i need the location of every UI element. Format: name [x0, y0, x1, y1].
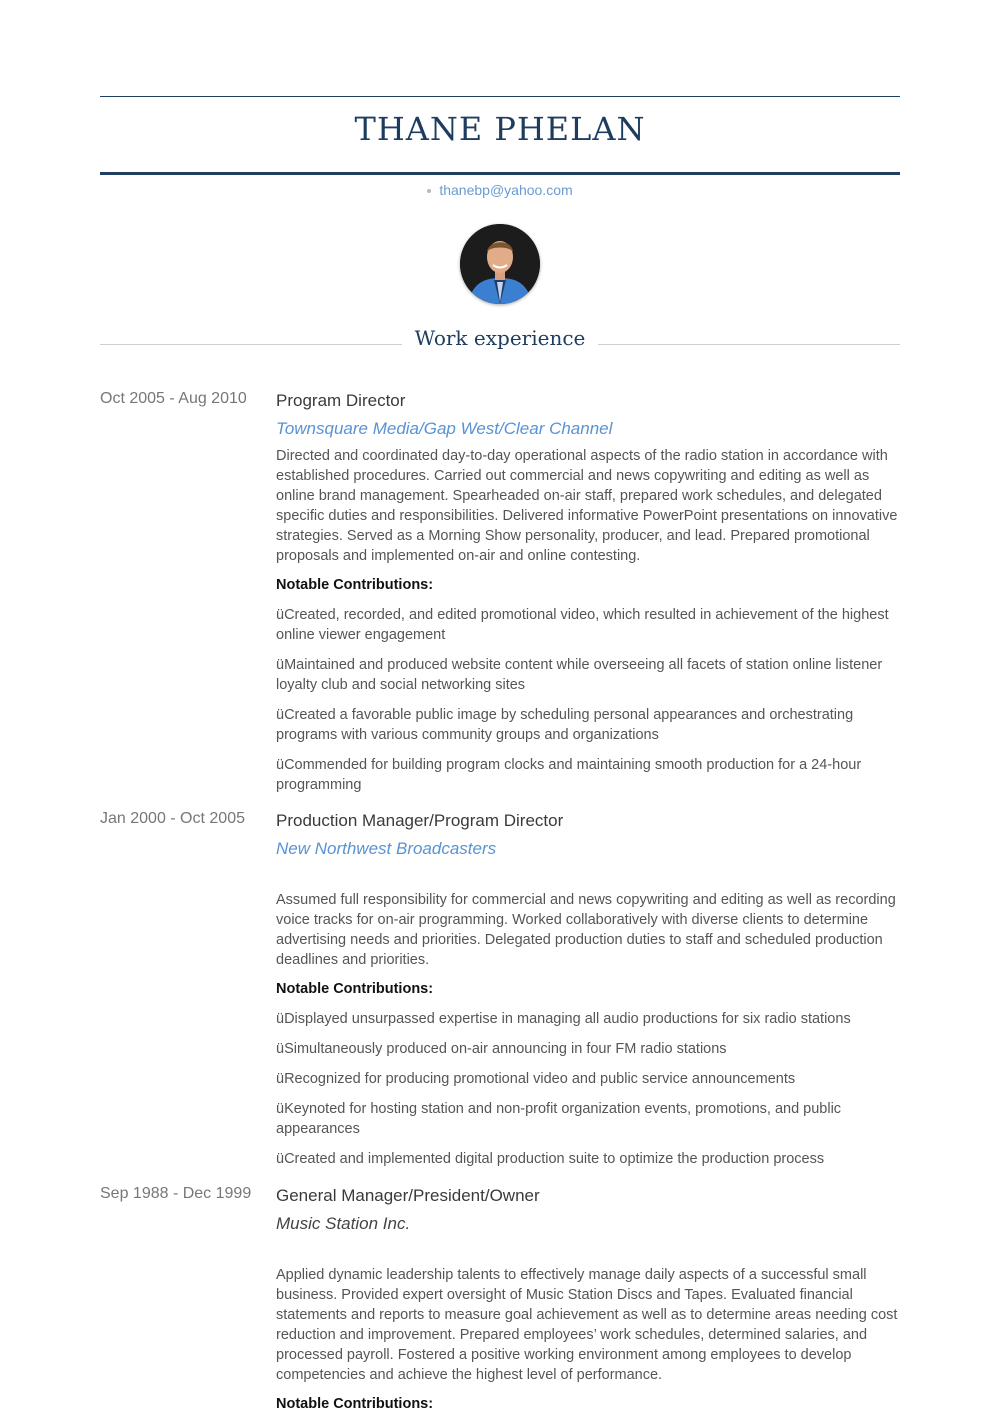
job-role: Program Director — [276, 391, 406, 410]
contribution-item: üMaintained and produced website content while overseeing all facets of station online listener loyalty club and social networking sites — [276, 657, 883, 693]
job-role: Production Manager/Program Director — [276, 811, 564, 830]
section-title: Work experience — [414, 326, 586, 350]
job-role: General Manager/President/Owner — [276, 1186, 540, 1205]
notable-contributions-label: Notable Contributions: — [276, 577, 434, 593]
company-link[interactable]: Townsquare Media/Gap West/Clear Channel — [276, 419, 613, 438]
contribution-item: üCreated, recorded, and edited promotional video, which resulted in achievement of the highest online viewer engagement — [276, 607, 889, 643]
email-link[interactable]: thanebp@yahoo.com — [439, 182, 573, 198]
notable-contributions-label: Notable Contributions: — [276, 1396, 434, 1412]
profile-photo — [460, 224, 540, 304]
job-dates: Oct 2005 - Aug 2010 — [100, 390, 247, 407]
job-content — [276, 390, 900, 795]
contribution-item: üSimultaneously produced on-air announcing in four FM radio stations — [276, 1041, 727, 1057]
job-description: Directed and coordinated day-to-day operational aspects of the radio station in accordance with established procedures. Carried out commercial and news copywriting and editing as well as online brand management. Spearheaded on-air staff, prepared work schedules, and delegated specific duties and responsibilities. Delivered informative PowerPoint presentations on innovative strategies. Served as a Morning Show personality, producer, and lead. Prepared promotional proposals and implemented on-air and online contesting. — [276, 448, 898, 564]
company-link[interactable]: New Northwest Broadcasters — [276, 839, 497, 858]
notable-contributions-label: Notable Contributions: — [276, 981, 434, 997]
contribution-item: üKeynoted for hosting station and non-profit organization events, promotions, and public appearances — [276, 1101, 842, 1137]
contribution-item: üDisplayed unsurpassed expertise in managing all audio productions for six radio stations — [276, 1011, 851, 1027]
job-content — [276, 810, 900, 1169]
work-experience-header — [100, 326, 900, 356]
contribution-item: üRecognized for producing promotional video and public service announcements — [276, 1071, 796, 1087]
job-content — [276, 1185, 900, 1414]
header-bottom-rule — [100, 172, 900, 175]
contribution-item: üCreated and implemented digital production suite to optimize the production process — [276, 1151, 825, 1167]
header-top-rule — [100, 96, 900, 97]
job-description: Assumed full responsibility for commercial and news copywriting and editing as well as recording voice tracks for on-air programming. Worked collaboratively with diverse clients to determine advertising needs and priorities. Delegated production duties to staff and scheduled production deadlines and priorities. — [276, 892, 896, 968]
bullet-dot-icon — [427, 189, 431, 193]
avatar — [460, 224, 540, 304]
job-dates: Jan 2000 - Oct 2005 — [100, 810, 245, 827]
contribution-item: üCreated a favorable public image by scheduling personal appearances and orchestrating programs with various community groups and organizations — [276, 707, 854, 743]
job-description: Applied dynamic leadership talents to effectively manage daily aspects of a successful small business. Provided expert oversight of Music Station Discs and Tapes. Evaluated financial statements and reports to measure goal achievement as well as to determine areas needing cost reduction and improvement. Prepared employees’ work schedules, determined salaries, and processed payroll. Fostered a positive working environment among employees to develop competencies and achieve the highest level of performance. — [276, 1267, 898, 1383]
candidate-name: THANE PHELAN — [354, 110, 646, 148]
company-name: Music Station Inc. — [276, 1214, 411, 1233]
contribution-item: üCommended for building program clocks and maintaining smooth production for a 24-hour programming — [276, 757, 862, 793]
job-dates: Sep 1988 - Dec 1999 — [100, 1185, 252, 1202]
contact-line — [100, 182, 900, 198]
